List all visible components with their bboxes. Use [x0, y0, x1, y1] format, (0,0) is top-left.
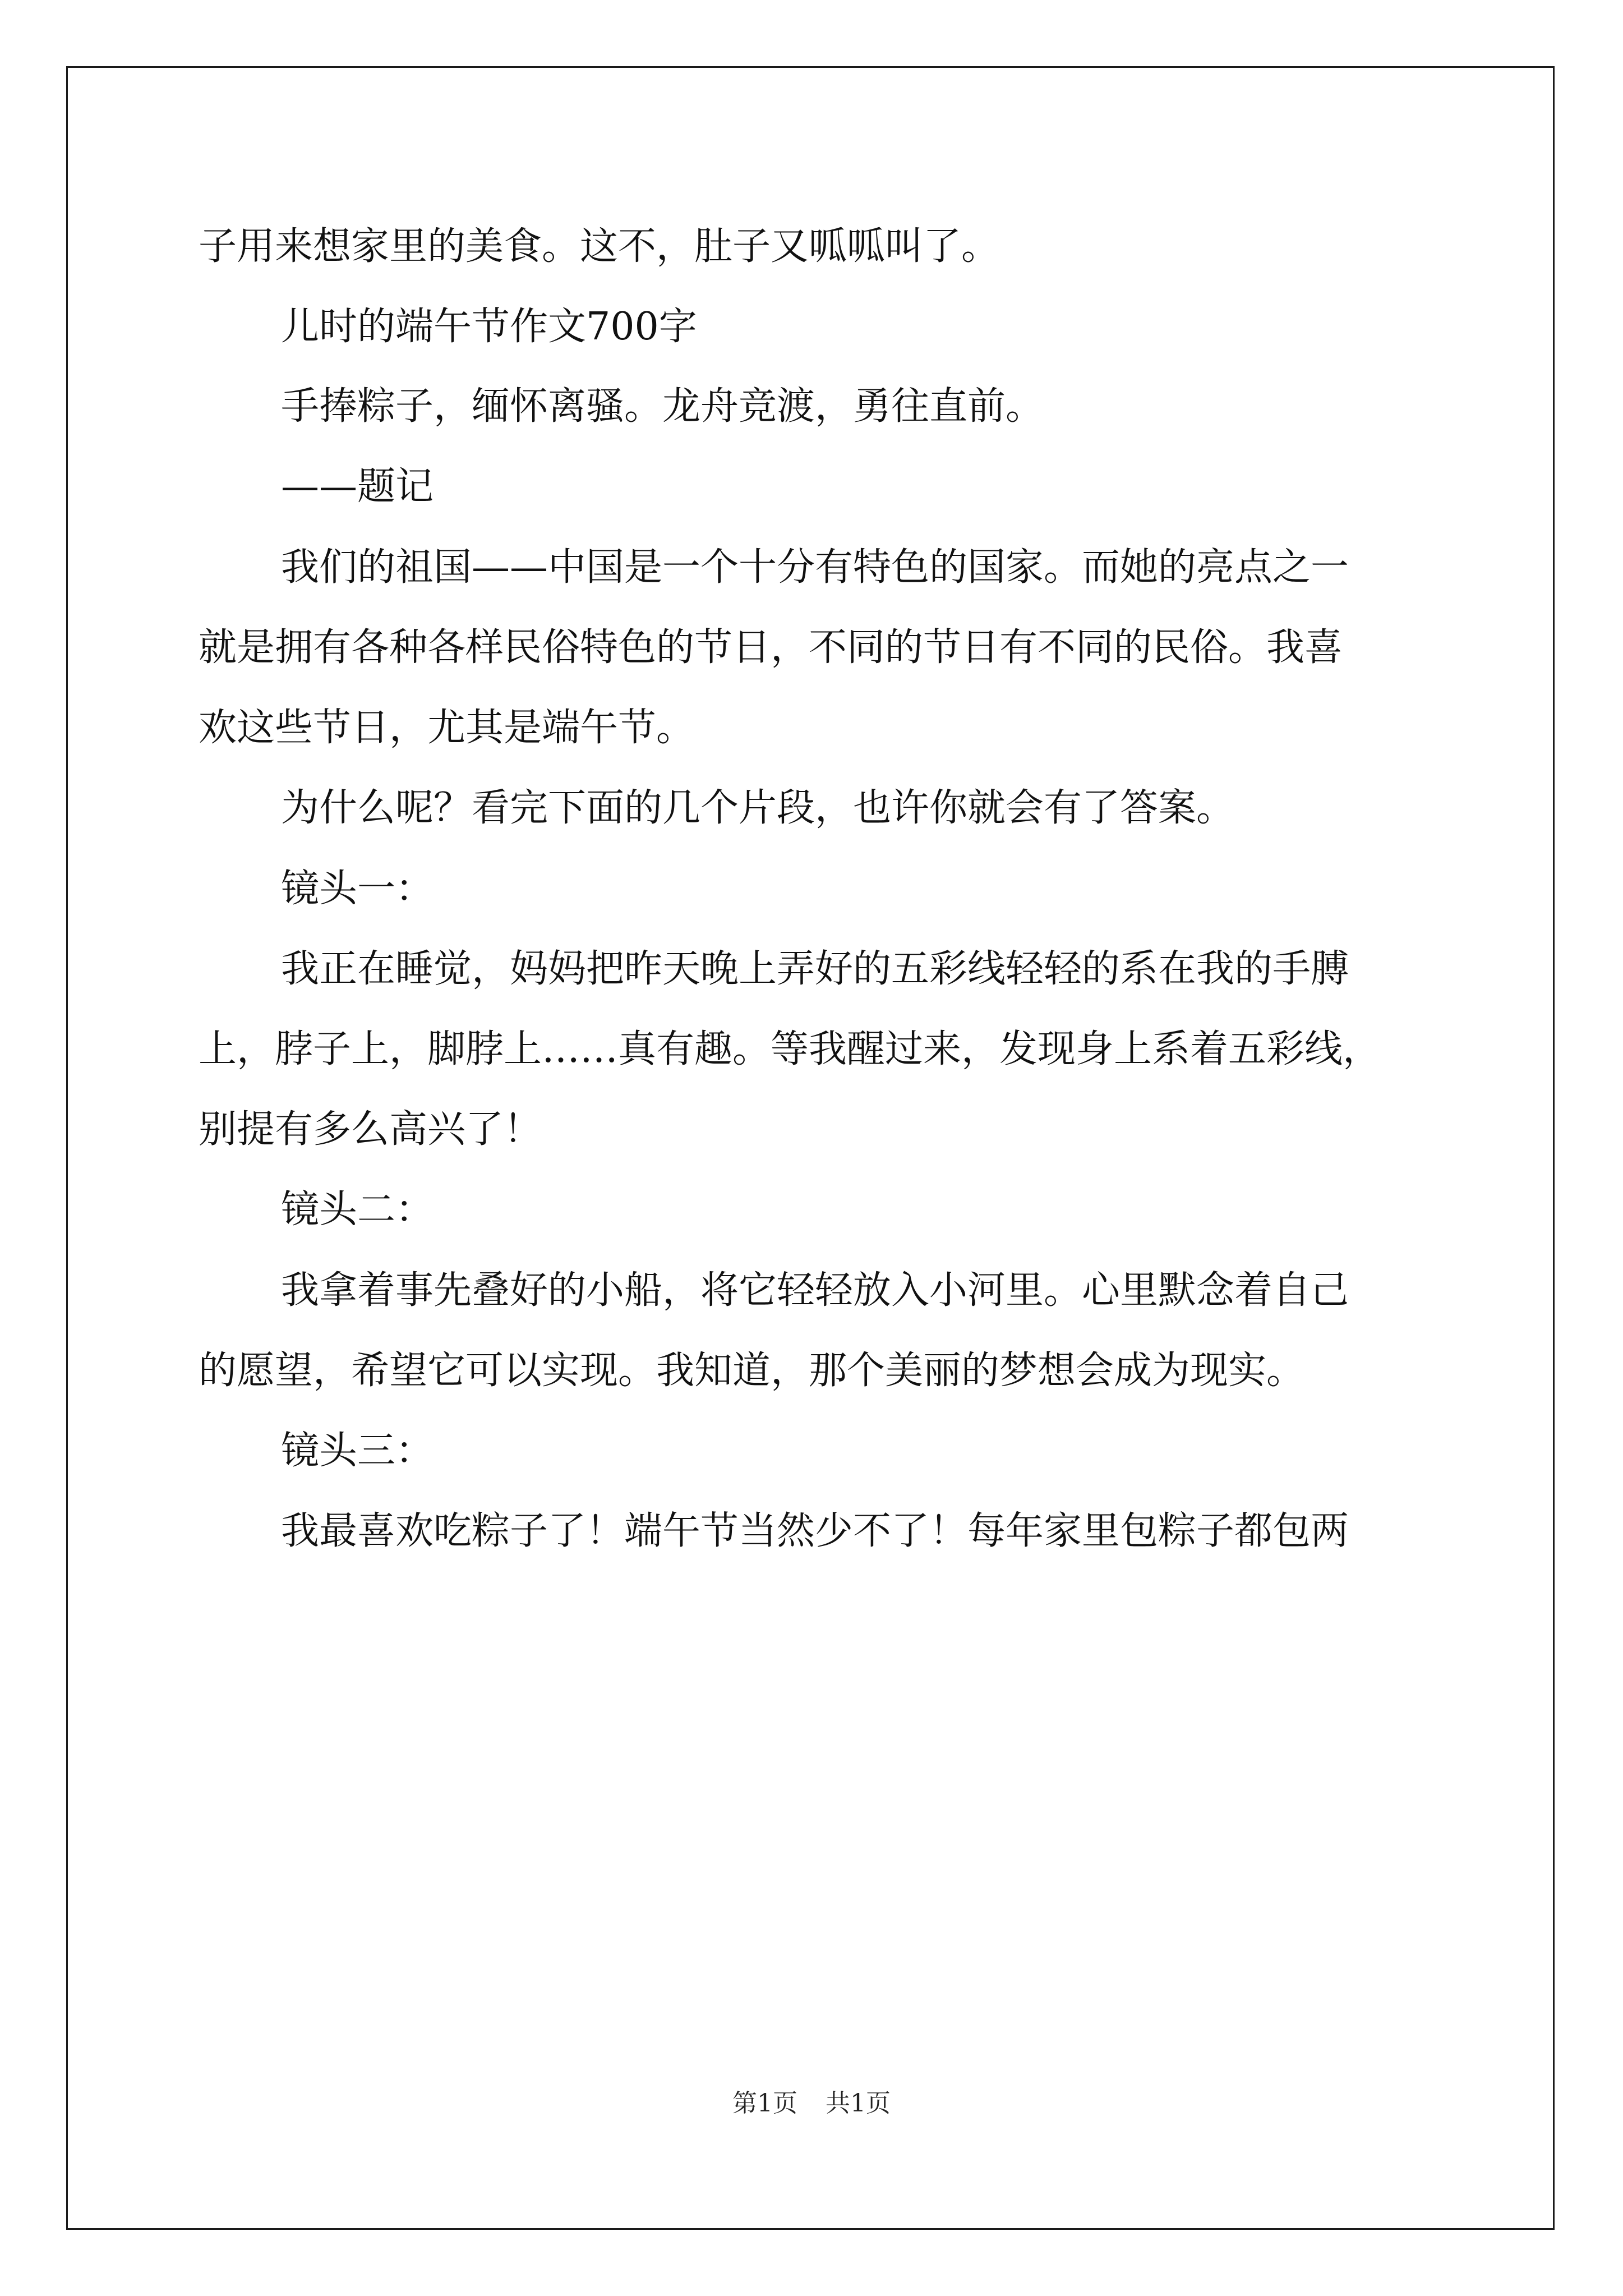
line-text: 手捧粽子，缅怀离骚。龙舟竞渡，勇往直前。 — [281, 384, 1044, 429]
line-text: 镜头一： — [281, 867, 434, 911]
epigraph-attribution — [0, 450, 1623, 523]
paragraph-line — [0, 772, 1623, 845]
paragraph-line — [0, 370, 1623, 443]
paragraph-line — [281, 933, 1441, 1006]
paragraph-line — [0, 210, 1623, 283]
line-text: 镜头二： — [281, 1188, 434, 1232]
paragraph-line — [281, 1254, 1441, 1327]
paragraph-line — [0, 1093, 1623, 1166]
line-text: 我最喜欢吃粽子了！端午节当然少不了！每年家里包粽子都包两 — [281, 1509, 1349, 1553]
line-text: 我们的祖国——中国是一个十分有特色的国家。而她的亮点之一 — [281, 545, 1349, 590]
paragraph-line — [0, 692, 1623, 765]
paragraph-line — [281, 531, 1441, 604]
page-footer — [0, 2087, 1623, 2120]
section-heading — [0, 853, 1623, 926]
line-text: 欢这些节日，尤其是端午节。 — [199, 706, 695, 750]
line-text: 我正在睡觉，妈妈把昨天晚上弄好的五彩线轻轻的系在我的手膊 — [281, 947, 1349, 991]
section-heading — [0, 1174, 1623, 1246]
page-number: 第1页 — [732, 2089, 797, 2118]
paragraph-line — [0, 1335, 1623, 1407]
paragraph-line — [281, 1495, 1441, 1568]
line-text: 别提有多么高兴了！ — [199, 1107, 542, 1152]
line-text: 为什么呢？看完下面的几个片段，也许你就会有了答案。 — [281, 786, 1235, 830]
line-text: 的愿望，希望它可以实现。我知道，那个美丽的梦想会成为现实。 — [199, 1349, 1305, 1393]
line-text: 就是拥有各种各样民俗特色的节日，不同的节日有不同的民俗。我喜 — [199, 625, 1343, 670]
line-text: 我拿着事先叠好的小船，将它轻轻放入小河里。心里默念着自己 — [281, 1268, 1349, 1313]
line-text: 儿时的端午节作文700字 — [281, 305, 697, 349]
page-total: 共1页 — [826, 2089, 891, 2118]
line-text: 镜头三： — [281, 1429, 434, 1473]
line-text: 上，脖子上，脚脖上……真有趣。等我醒过来，发现身上系着五彩线， — [199, 1027, 1381, 1071]
line-text: 子用来想家里的美食。这不，肚子又呱呱叫了。 — [199, 224, 1000, 269]
paragraph-line — [199, 1013, 1441, 1086]
essay-title — [0, 291, 1623, 364]
line-text: ——题记 — [281, 464, 434, 509]
section-heading — [0, 1415, 1623, 1488]
paragraph-line — [199, 611, 1441, 684]
